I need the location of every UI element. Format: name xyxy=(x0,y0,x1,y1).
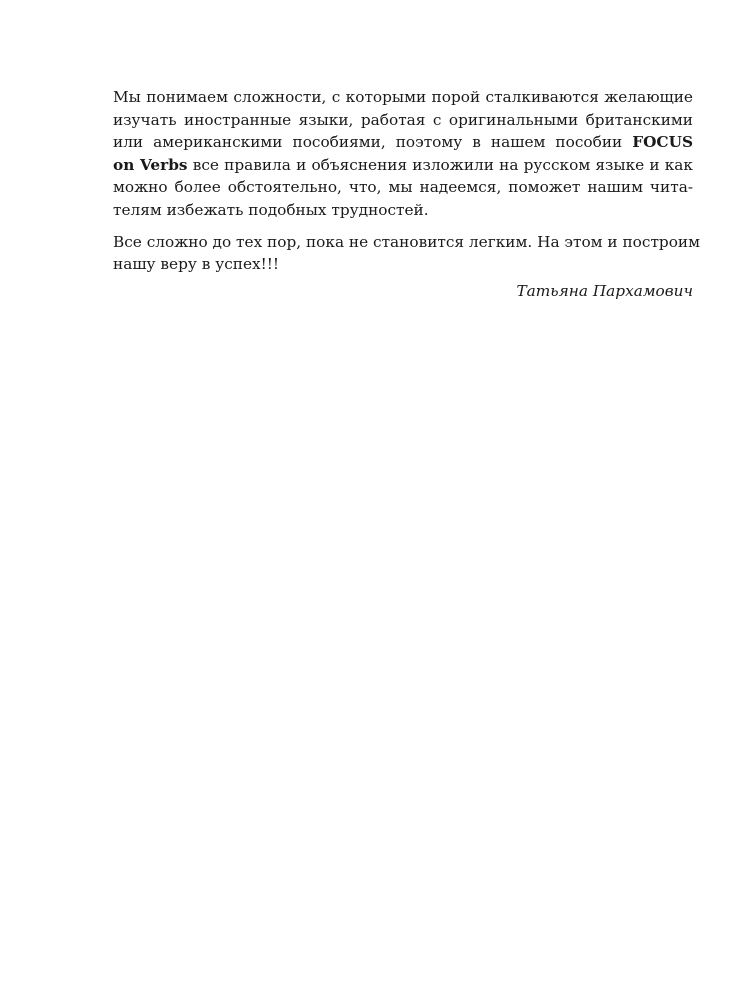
book-title-part-1: FOCUS xyxy=(632,133,693,152)
paragraph-1-line-2: изучать иностранные языки, работая с оригинальными британскими xyxy=(113,110,693,129)
paragraph-1-line-4-text: все правила и объяснения изложили на русском языке и как xyxy=(187,155,693,174)
preface-text-block xyxy=(113,86,701,302)
paragraph-1-line-6: телям избежать подобных трудностей. xyxy=(113,200,429,219)
paragraph-2-line-1: Все сложно до тех пор, пока не становится легким. На этом и построим xyxy=(113,232,701,251)
paragraph-1-line-3 xyxy=(113,131,693,154)
paragraph-1-line-4 xyxy=(113,154,693,177)
paragraph-2-line-2: нашу веру в успех!!! xyxy=(113,255,280,274)
paragraph-2 xyxy=(113,231,701,276)
book-title-part-2: on Verbs xyxy=(113,155,188,174)
paragraph-1-line-3-text: или американскими пособиями, поэтому в нашем пособии xyxy=(113,133,633,152)
paragraph-spacer xyxy=(113,222,693,231)
author-signature: Татьяна Пархамович xyxy=(516,281,693,300)
paragraph-1-line-5: можно более обстоятельно, что, мы надеемся, поможет нашим чита- xyxy=(113,178,693,197)
paragraph-1 xyxy=(113,86,693,222)
paragraph-1-line-1: Мы понимаем сложности, с которыми порой сталкиваются желающие xyxy=(113,88,693,106)
